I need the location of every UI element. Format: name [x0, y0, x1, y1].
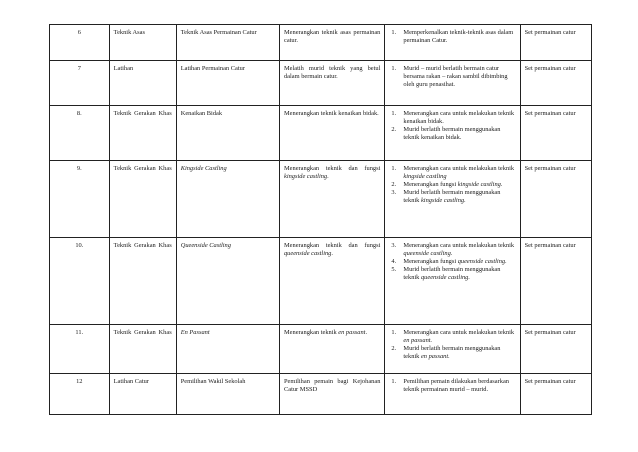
- unit-cell: [109, 238, 176, 325]
- activity-segment: Menerangkan cara untuk melakukan teknik: [403, 165, 515, 172]
- activity-segment: queenside castling.: [420, 274, 470, 281]
- activity-number: 1.: [391, 378, 397, 385]
- table-row: [50, 374, 592, 415]
- objective-cell: [279, 238, 384, 325]
- row-number-cell: [50, 106, 110, 161]
- topic-cell: [176, 161, 279, 238]
- equipment-cell: [520, 25, 591, 61]
- equipment-text: Set permainan catur: [524, 165, 576, 172]
- topic-cell: [176, 25, 279, 61]
- list-item: [389, 242, 515, 258]
- activities-list: [389, 165, 515, 205]
- list-item: [389, 189, 515, 205]
- topic-text: Queenside Castling: [180, 242, 231, 249]
- activity-number: 2.: [391, 126, 397, 133]
- objective-cell: [279, 161, 384, 238]
- list-item: [389, 126, 515, 142]
- topic-cell: [176, 106, 279, 161]
- unit-text: Teknik Gerakan Khas: [113, 329, 172, 336]
- table-row: [50, 161, 592, 238]
- activities-list: [389, 329, 515, 361]
- table-row: [50, 106, 592, 161]
- activities-cell: [385, 238, 520, 325]
- list-item: [389, 378, 515, 394]
- row-number-cell: [50, 374, 110, 415]
- activity-number: 1.: [391, 65, 397, 72]
- objective-segment: Menerangkan teknik dan fungsi: [283, 165, 381, 172]
- objective-segment: Menerangkan teknik asas permainan catur.: [283, 29, 381, 44]
- activities-cell: [385, 25, 520, 61]
- topic-text: Teknik Asas Permainan Catur: [180, 29, 257, 36]
- table-row: [50, 61, 592, 106]
- row-number-cell: [50, 161, 110, 238]
- row-number: 11.: [75, 329, 84, 336]
- equipment-text: Set permainan catur: [524, 29, 576, 36]
- list-item: [389, 329, 515, 345]
- topic-cell: [176, 325, 279, 374]
- objective-segment: kingside castling: [283, 173, 328, 180]
- activity-segment: Murid berlatih bermain menggunakan teknik kenaikan bidak.: [403, 126, 501, 141]
- activities-list: [389, 65, 515, 89]
- unit-text: Teknik Gerakan Khas: [113, 165, 172, 172]
- list-item: [389, 165, 515, 181]
- equipment-text: Set permainan catur: [524, 110, 576, 117]
- unit-cell: [109, 25, 176, 61]
- equipment-text: Set permainan catur: [524, 65, 576, 72]
- activity-number: 5.: [391, 266, 397, 273]
- unit-text: Latihan Catur: [113, 378, 149, 385]
- activity-number: 4.: [391, 258, 397, 265]
- activity-segment: queenside castling.: [403, 250, 453, 257]
- objective-segment: Melatih murid teknik yang betul dalam bermain catur.: [283, 65, 381, 80]
- activity-segment: en passant.: [403, 337, 433, 344]
- activity-number: 2.: [391, 181, 397, 188]
- objective-cell: [279, 61, 384, 106]
- activities-list: [389, 110, 515, 142]
- activity-segment: kingside castling: [403, 173, 447, 180]
- activities-cell: [385, 161, 520, 238]
- row-number: 9.: [76, 165, 82, 172]
- objective-cell: [279, 25, 384, 61]
- objective-segment: en passant: [338, 329, 366, 336]
- activity-segment: Murid berlatih bermain menggunakan teknik: [403, 345, 501, 360]
- unit-cell: [109, 161, 176, 238]
- topic-text: En Passant: [180, 329, 210, 336]
- activities-cell: [385, 374, 520, 415]
- table-row: [50, 325, 592, 374]
- activity-number: 1.: [391, 29, 397, 36]
- list-item: [389, 110, 515, 126]
- row-number: 6: [77, 29, 81, 36]
- activity-number: 3.: [391, 189, 397, 196]
- activity-number: 2.: [391, 345, 397, 352]
- objective-segment: queenside castling: [283, 250, 332, 257]
- topic-text: Latihan Permainan Catur: [180, 65, 245, 72]
- equipment-cell: [520, 325, 591, 374]
- equipment-cell: [520, 238, 591, 325]
- list-item: [389, 258, 515, 266]
- objective-segment: .: [331, 250, 333, 257]
- activities-list: [389, 29, 515, 45]
- list-item: [389, 29, 515, 45]
- unit-cell: [109, 61, 176, 106]
- activities-list: [389, 378, 515, 394]
- activities-cell: [385, 61, 520, 106]
- activity-segment: Murid berlatih bermain menggunakan teknik: [403, 189, 501, 204]
- activities-cell: [385, 106, 520, 161]
- activity-segment: Pemilihan pemain dilakukan berdasarkan teknik permainan murid – murid.: [403, 378, 509, 393]
- activity-number: 1.: [391, 110, 397, 117]
- objective-text: [284, 29, 380, 45]
- list-item: [389, 266, 515, 282]
- objective-text: [284, 329, 380, 337]
- topic-cell: [176, 61, 279, 106]
- equipment-text: Set permainan catur: [524, 242, 576, 249]
- unit-text: Latihan: [113, 65, 134, 72]
- activity-segment: Murid berlatih bermain menggunakan teknik: [403, 266, 501, 281]
- activity-segment: Memperkenalkan teknik-teknik asas dalam permainan Catur.: [403, 29, 514, 44]
- objective-segment: Menerangkan teknik dan fungsi: [283, 242, 381, 249]
- objective-text: [284, 242, 380, 258]
- row-number: 8.: [76, 110, 82, 117]
- row-number-cell: [50, 238, 110, 325]
- activity-segment: kingside castling.: [420, 197, 466, 204]
- unit-cell: [109, 374, 176, 415]
- topic-text: Pemilihan Wakil Sekolah: [180, 378, 246, 385]
- row-number-cell: [50, 61, 110, 106]
- row-number: 10.: [75, 242, 84, 249]
- activity-number: 1.: [391, 329, 397, 336]
- activities-cell: [385, 325, 520, 374]
- objective-text: [284, 110, 380, 118]
- activity-segment: kingside castling.: [457, 181, 503, 188]
- activity-segment: en passant.: [420, 353, 450, 360]
- activity-number: 1.: [391, 165, 397, 172]
- topic-cell: [176, 374, 279, 415]
- equipment-cell: [520, 374, 591, 415]
- list-item: [389, 65, 515, 89]
- objective-text: [284, 65, 380, 81]
- unit-text: Teknik Gerakan Khas: [113, 110, 172, 117]
- topic-text: Kingside Castling: [180, 165, 227, 172]
- row-number-cell: [50, 325, 110, 374]
- activity-segment: Menerangkan cara untuk melakukan teknik: [403, 242, 515, 249]
- activity-plan-table: [49, 24, 592, 415]
- activity-segment: Menerangkan fungsi: [403, 181, 458, 188]
- objective-segment: Menerangkan teknik kenaikan bidak.: [283, 110, 379, 117]
- objective-segment: Menerangkan teknik: [283, 329, 339, 336]
- unit-text: Teknik Asas: [113, 29, 145, 36]
- activity-segment: Menerangkan cara untuk melakukan teknik: [403, 329, 515, 336]
- equipment-text: Set permainan catur: [524, 378, 576, 385]
- list-item: [389, 345, 515, 361]
- objective-segment: .: [365, 329, 368, 336]
- objective-text: [284, 378, 380, 394]
- topic-cell: [176, 238, 279, 325]
- equipment-cell: [520, 61, 591, 106]
- table-row: [50, 238, 592, 325]
- table-row: [50, 25, 592, 61]
- activity-segment: Murid – murid berlatih bermain catur bersama rakan – rakan sambil dibimbing oleh guru penasihat.: [403, 65, 508, 88]
- objective-text: [284, 165, 380, 181]
- activity-number: 3.: [391, 242, 397, 249]
- equipment-text: Set permainan catur: [524, 329, 576, 336]
- list-item: [389, 181, 515, 189]
- table-body: [50, 25, 592, 415]
- objective-cell: [279, 374, 384, 415]
- activity-segment: Menerangkan fungsi: [403, 258, 458, 265]
- row-number: 7: [77, 65, 81, 72]
- objective-cell: [279, 106, 384, 161]
- equipment-cell: [520, 106, 591, 161]
- equipment-cell: [520, 161, 591, 238]
- topic-text: Kenaikan Bidak: [180, 110, 223, 117]
- row-number-cell: [50, 25, 110, 61]
- objective-segment: Pemilihan pemain bagi Kejohanan Catur MSSD: [283, 378, 381, 393]
- unit-text: Teknik Gerakan Khas: [113, 242, 172, 249]
- unit-cell: [109, 106, 176, 161]
- unit-cell: [109, 325, 176, 374]
- objective-segment: .: [327, 173, 329, 180]
- row-number: 12: [76, 378, 83, 385]
- activity-segment: queenside castling.: [457, 258, 507, 265]
- objective-cell: [279, 325, 384, 374]
- activity-segment: Menerangkan cara untuk melakukan teknik kenaikan bidak.: [403, 110, 515, 125]
- activities-list: [389, 242, 515, 282]
